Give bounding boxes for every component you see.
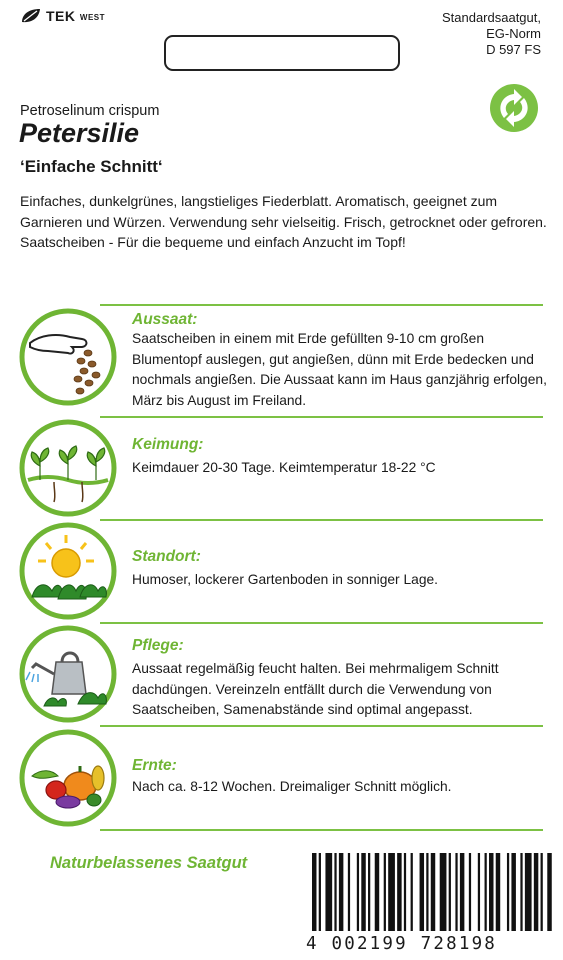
section-title-aussaat: Aussaat: bbox=[132, 311, 198, 328]
barcode-bar bbox=[511, 853, 515, 931]
barcode-number: 4 002199 728198 bbox=[306, 934, 498, 954]
section-text-ernte: Nach ca. 8-12 Wochen. Dreimaliger Schnitt möglich. bbox=[132, 779, 452, 794]
section-text-pflege: Aussaat regelmäßig feucht halten. Bei mehrmaligem Schnitt dachdüngen. Vereinzeln entfällt durch die Verwendung von Saatscheiben, Samenabstände sind optimal angepasst. bbox=[132, 661, 499, 717]
barcode-bar bbox=[489, 853, 493, 931]
barcode-bar bbox=[534, 853, 538, 931]
standard-line: Standardsaatgut, bbox=[441, 10, 541, 25]
barcode-bar bbox=[485, 853, 487, 931]
barcode-bar bbox=[440, 853, 447, 931]
barcode-bar bbox=[411, 853, 413, 931]
section-title-keimung: Keimung: bbox=[132, 436, 204, 453]
section-divider bbox=[100, 519, 543, 521]
section-title-ernte: Ernte: bbox=[132, 757, 177, 774]
barcode-bar bbox=[431, 853, 435, 931]
section-title-standort: Standort: bbox=[132, 548, 201, 565]
section-divider bbox=[100, 416, 543, 418]
barcode-bar bbox=[507, 853, 509, 931]
brand-name: TEK WEST bbox=[46, 8, 105, 24]
barcode-bar bbox=[312, 853, 316, 931]
tekwest-logo bbox=[20, 8, 105, 24]
barcode-bar bbox=[460, 853, 464, 931]
section-text-aussaat: Saatscheiben in einem mit Erde gefüllten 9-10 cm großen Blumentopf auslegen, gut angießen, dünn mit Erde bedecken und nochmals angießen. Die Aussaat kann im Haus ganzjährig erfolgen, März bis August im Freiland. bbox=[132, 331, 547, 408]
barcode-bar bbox=[339, 853, 343, 931]
standard-info bbox=[442, 10, 541, 58]
barcode-bar bbox=[348, 853, 350, 931]
barcode-bar bbox=[361, 853, 365, 931]
section-divider bbox=[100, 622, 543, 624]
seedlings-icon bbox=[18, 418, 118, 518]
latin-name: Petroselinum crispum bbox=[20, 103, 160, 119]
barcode-bar bbox=[541, 853, 543, 931]
barcode-bar bbox=[357, 853, 359, 931]
barcode-bar bbox=[455, 853, 457, 931]
barcode-bars bbox=[312, 853, 554, 931]
barcode-bar bbox=[388, 853, 395, 931]
product-description: Einfaches, dunkelgrünes, langstieliges Fiederblatt. Aromatisch, geeignet zum Garnieren und Würzen. Verwendung sehr vielseitig. Frisch, getrocknet oder gefroren. Saatscheiben - Für die bequeme und einfach Anzucht im Topf! bbox=[20, 193, 547, 250]
standard-line: EG-Norm bbox=[486, 26, 541, 41]
leaf-icon bbox=[20, 8, 42, 24]
section-title-pflege: Pflege: bbox=[132, 637, 184, 654]
green-dot-recycling-icon bbox=[488, 82, 540, 134]
barcode-bar bbox=[449, 853, 451, 931]
barcode-bar bbox=[520, 853, 522, 931]
footer-slogan: Naturbelassenes Saatgut bbox=[50, 854, 248, 872]
barcode-bar bbox=[334, 853, 336, 931]
barcode-bar bbox=[478, 853, 480, 931]
barcode-bar bbox=[420, 853, 424, 931]
product-name: Petersilie bbox=[19, 118, 140, 148]
barcode-bar bbox=[397, 853, 401, 931]
barcode-bar bbox=[496, 853, 500, 931]
barcode-bar bbox=[426, 853, 428, 931]
watering-can-icon bbox=[18, 624, 118, 724]
barcode-bar bbox=[325, 853, 332, 931]
barcode-bar bbox=[547, 853, 551, 931]
barcode bbox=[302, 846, 563, 960]
packet-window bbox=[164, 35, 400, 71]
section-divider bbox=[100, 725, 543, 727]
barcode-bar bbox=[368, 853, 370, 931]
section-divider bbox=[100, 304, 543, 306]
barcode-bar bbox=[469, 853, 471, 931]
section-divider bbox=[100, 829, 543, 831]
barcode-bar bbox=[404, 853, 406, 931]
barcode-bar bbox=[375, 853, 379, 931]
sun-plants-icon bbox=[18, 521, 118, 621]
barcode-bar bbox=[319, 853, 321, 931]
variety-name: ‘Einfache Schnitt‘ bbox=[20, 157, 163, 176]
section-text-standort: Humoser, lockerer Gartenboden in sonniger Lage. bbox=[132, 572, 439, 587]
barcode-bar bbox=[384, 853, 386, 931]
harvest-vegetables-icon bbox=[18, 728, 118, 828]
sowing-hand-icon bbox=[18, 307, 118, 407]
barcode-bar bbox=[525, 853, 532, 931]
standard-line: D 597 FS bbox=[486, 42, 541, 57]
section-text-keimung: Keimdauer 20-30 Tage. Keimtemperatur 18-22 °C bbox=[132, 460, 436, 475]
